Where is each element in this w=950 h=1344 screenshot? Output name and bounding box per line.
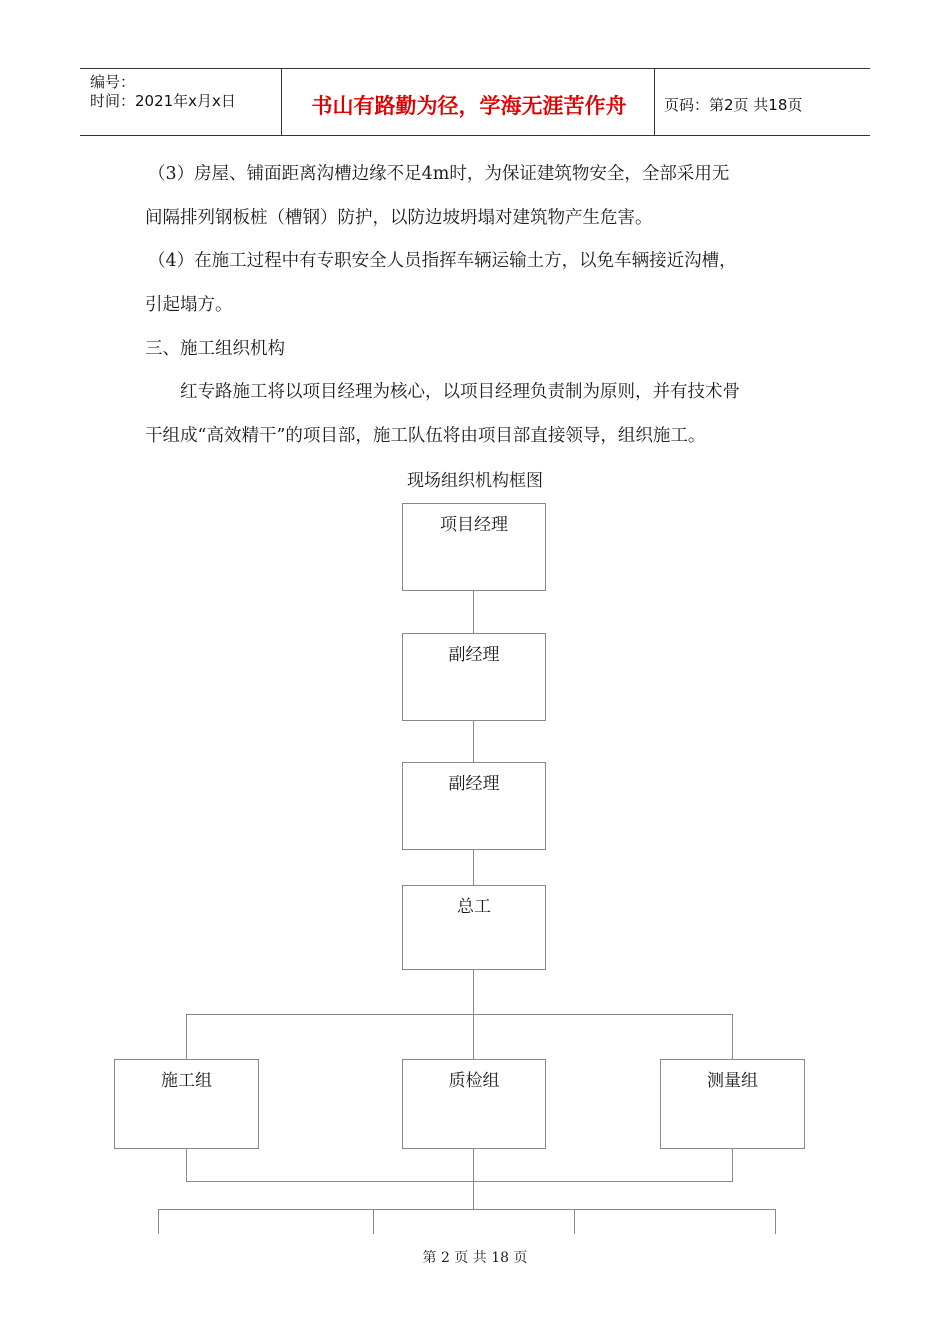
- header-bottom-border: [80, 135, 870, 136]
- org-chart-caption: 现场组织机构框图: [407, 471, 543, 491]
- header-divider-right: [654, 68, 655, 136]
- org-box-deputy-manager-2: [402, 762, 546, 850]
- header-motto: 书山有路勤为径，学海无涯苦作舟: [311, 94, 627, 118]
- header-top-border: [80, 68, 870, 69]
- connector-to-construction-group: [186, 1014, 187, 1059]
- page-footer: 第 2 页 共 18 页: [422, 1250, 528, 1266]
- connector-construction-bottom: [186, 1149, 187, 1181]
- paragraph-4-line-1: （4）在施工过程中有专职安全人员指挥车辆运输土方，以免车辆接近沟槽，: [148, 251, 737, 271]
- section-title: 三、施工组织机构: [145, 339, 285, 359]
- connector-groups-bottom-bar: [186, 1181, 733, 1182]
- org-label-chief-engineer: 总工: [457, 897, 491, 917]
- connector-groups-top-bar: [186, 1014, 733, 1015]
- connector-center-down: [473, 1149, 474, 1209]
- org-label-deputy-manager-1: 副经理: [448, 645, 500, 665]
- header-page-info: 页码：第2页 共18页: [664, 96, 803, 114]
- org-box-survey-group: [660, 1059, 805, 1149]
- org-label-deputy-manager-2: 副经理: [448, 774, 500, 794]
- paragraph-3-line-2: 间隔排列钢板桩（槽钢）防护，以防边坡坍塌对建筑物产生危害。: [145, 208, 653, 228]
- connector-lower-drop-1: [158, 1209, 159, 1234]
- paragraph-4-line-2: 引起塌方。: [145, 295, 233, 315]
- header-date: 时间：2021年x月x日: [90, 92, 236, 110]
- connector-lower-drop-2: [373, 1209, 374, 1234]
- org-label-quality-group: 质检组: [448, 1071, 500, 1091]
- intro-line-1: 红专路施工将以项目经理为核心，以项目经理负责制为原则，并有技术骨: [180, 382, 740, 402]
- org-box-quality-group: [402, 1059, 546, 1149]
- paragraph-3-line-1: （3）房屋、铺面距离沟槽边缘不足4m时，为保证建筑物安全，全部采用无: [148, 164, 730, 184]
- connector-deputy1-deputy2: [473, 721, 474, 762]
- connector-to-quality-group: [473, 1014, 474, 1059]
- header-number-label: 编号：: [90, 73, 136, 91]
- org-label-construction-group: 施工组: [161, 1071, 212, 1091]
- connector-deputy2-chief: [473, 850, 474, 885]
- org-box-chief-engineer: [402, 885, 546, 970]
- org-box-project-manager: [402, 503, 546, 591]
- org-box-construction-group: [114, 1059, 259, 1149]
- connector-manager-deputy1: [473, 591, 474, 633]
- connector-lower-drop-4: [775, 1209, 776, 1234]
- header-divider-left: [281, 68, 282, 136]
- org-label-project-manager: 项目经理: [440, 515, 508, 535]
- org-label-survey-group: 测量组: [707, 1071, 758, 1091]
- org-box-deputy-manager-1: [402, 633, 546, 721]
- connector-chief-groups: [473, 970, 474, 1014]
- connector-survey-bottom: [732, 1149, 733, 1181]
- connector-to-survey-group: [732, 1014, 733, 1059]
- connector-lower-drop-3: [574, 1209, 575, 1234]
- connector-lower-bar: [158, 1209, 775, 1210]
- intro-line-2: 干组成“高效精干”的项目部，施工队伍将由项目部直接领导，组织施工。: [145, 426, 706, 446]
